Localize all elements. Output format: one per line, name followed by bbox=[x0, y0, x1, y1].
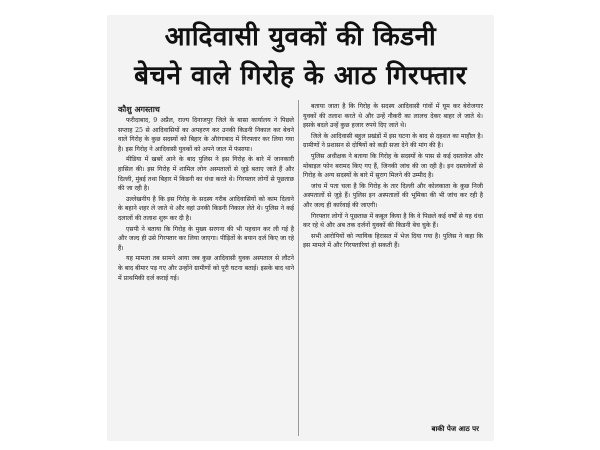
headline-line-1: आदिवासी युवकों की किडनी bbox=[164, 22, 437, 52]
paragraph: एसपी ने बताया कि गिरोह के मुख्य सरगना की भी पहचान कर ली गई है और जल्द ही उसे गिरफ्तार कर लिया जाएगा। पीड़ितों के बयान दर्ज किए जा रहे हैं। bbox=[118, 225, 294, 252]
column-divider bbox=[298, 100, 299, 436]
paragraph: जांच में पता चला है कि गिरोह के तार दिल्ली और कोलकाता के कुछ निजी अस्पतालों से जुड़े हैं। पुलिस इन अस्पतालों की भूमिका की भी जांच कर रही है और जल्द ही कार्रवाई की जाएगी। bbox=[303, 182, 483, 209]
paragraph: यह मामला तब सामने आया जब कुछ आदिवासी युवक अस्पताल से लौटने के बाद बीमार पड़ गए और उन्होंने ग्रामीणों को पूरी घटना बताई। इसके बाद थाने में प्राथमिकी दर्ज कराई गई। bbox=[118, 255, 294, 282]
article-column-left bbox=[118, 116, 294, 436]
paragraph: सभी आरोपियों को न्यायिक हिरासत में भेज दिया गया है। पुलिस ने कहा कि इस मामले में और गिरफ्तारियां हो सकती हैं। bbox=[303, 232, 483, 250]
paragraph: पुलिस अधीक्षक ने बताया कि गिरोह के सदस्यों के पास से कई दस्तावेज और मोबाइल फोन बरामद किए गए हैं, जिनकी जांच की जा रही है। इन दस्तावेजों से गिरोह के अन्य सदस्यों के बारे में सुराग मिलने की उम्मीद है। bbox=[303, 152, 483, 180]
paragraph: बताया जाता है कि गिरोह के सदस्य आदिवासी गांवों में घूम कर बेरोजगार युवकों की तलाश करते थे और उन्हें नौकरी का लालच देकर बाहर ले जाते थे। इसके बदले उन्हें कुछ हजार रुपये दिए जाते थे। bbox=[303, 103, 483, 130]
paragraph: गिरफ्तार लोगों ने पूछताछ में कबूल किया है कि वे पिछले कई वर्षों से यह धंधा कर रहे थे और अब तक दर्जनों युवकों की किडनी बेच चुके हैं। bbox=[303, 212, 483, 230]
article-column-right bbox=[303, 102, 483, 434]
continued-on-page: बाकी पेज आठ पर bbox=[431, 425, 479, 433]
paragraph: जिले के आदिवासी बहुल प्रखंडों में इस घटना के बाद से दहशत का माहौल है। ग्रामीणों ने प्रशासन से दोषियों को कड़ी सजा देने की मांग की है। bbox=[303, 132, 483, 150]
paragraph: मीडिया में खबरें आने के बाद पुलिस ने इस गिरोह के बारे में जानकारी हासिल की। इस गिरोह में शामिल लोग अस्पतालों से जुड़े बताए जाते हैं और दिल्ली, मुंबई तथा बिहार में किडनी का धंधा करते थे। गिरफ्तार लोगों से पूछताछ की जा रही है। bbox=[118, 156, 294, 193]
paragraph: उल्लेखनीय है कि इस गिरोह के सदस्य गरीब आदिवासियों को काम दिलाने के बहाने शहर ले जाते थे और वहां उनकी किडनी निकाल लेते थे। पुलिस ने कई दलालों की तलाश शुरू कर दी है। bbox=[118, 195, 294, 222]
headline-line-2: बेचने वाले गिरोह के आठ गिरफ्तार bbox=[134, 61, 467, 91]
paragraph: फरीदाबाद, 9 अप्रैल, राज्य दिनाजपुर जिले के बासा कार्यालय ने पिछले सप्ताह 25 से आदिवासियों का अपहरण कर उनकी किडनी निकाल कर बेचने वाले गिरोह के कुछ सदस्यों को बिहार के औरंगाबाद में गिरफ्तार कर लिया गया है। इस गिरोह ने आदिवासी युवकों को अपने जाल में फंसाया। bbox=[118, 117, 294, 153]
newspaper-clipping bbox=[108, 16, 493, 440]
byline: कौशु अगस्ताच bbox=[118, 105, 160, 114]
